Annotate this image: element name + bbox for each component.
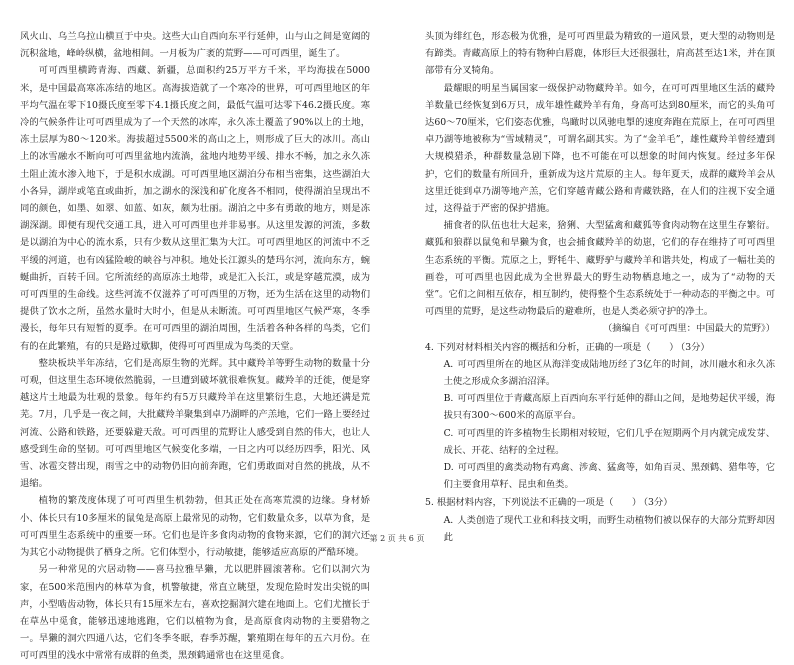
left-paragraph-1: 风火山、乌兰乌拉山横亘于中央。这些大山自西向东平行延伸，山与山之间是宽阔的沉积盆地，峰岭纵横，盆地相间。一月板为广袤的荒野——可可西里，诞生了。 (20, 31, 370, 60)
left-paragraph-4: 植物的繁茂度体现了可可西里生机勃勃，但其正处在高寒荒漠的边缘。身材娇小、体长只有10多厘米的鼠兔是高原上最常见的动物，它们数量众多，以草为食，是可可西里生态系统中的重要一环。它们也是许多食肉动物的食物来源，它们的洞穴还为其它小动物提供了栖身之所。它们体型小，行动敏捷，能够适应高原的严酷环境。 (20, 495, 370, 559)
question-4-option-b (425, 390, 775, 424)
question-4-option-c (425, 425, 775, 459)
question-5-text: 5. 根据材料内容，下列说法不正确的一项是（ ） (425, 497, 642, 509)
question-4-option-a (425, 356, 775, 390)
question-4-text: 4. 下列对材料相关内容的概括和分析，正确的一项是（ ） (425, 341, 679, 353)
right-paragraph-2: 最耀眼的明星当属国家一级保护动物藏羚羊。如今，在可可西里地区生活的藏羚羊数量已经恢复到6万只，成年雄性藏羚羊有角，身高可达到80厘米，而它的头角可达60～70厘米，它们姿态优雅，鸟瞰时以风驰电掣的速度奔跑在荒原上，在可可西里卓乃湖等地被称为“雪域精灵”，可谓名副其实。为了“金羊毛”，雄性藏羚羊曾经遭到大规模猎杀，种群数量急剧下降，也不可能在可以想象的时间内恢复。经过多年保护，它们的数量有所回升，重新成为这片荒原的主人。每年夏天，成群的藏羚羊会从这里迁徙到卓乃湖等地产羔，它们穿越青藏公路和青藏铁路，在人们的注视下安全通过，这得益于严密的保护措施。 (425, 82, 775, 215)
question-4-score: （3分） (680, 341, 710, 353)
left-column (20, 28, 370, 665)
question-5-score: （3分） (643, 497, 673, 509)
option-text: 人类创造了现代工业和科技文明，而野生动植物们被以保存的大部分荒野却因此 (443, 514, 775, 543)
left-paragraph-2: 可可西里横跨青海、西藏、新疆，总面积约25万平方千米，平均海拔在5000米，是中国最高寒冻冻结的地区。高海拔造就了一个寒冷的世界，可可西里地区的年平均气温在零下10摄氏度至零下4.1摄氏度之间，最低气温可达零下46.2摄氏度。寒冷的气候条件让可可西里成为了一个天然的冰库，永久冻土覆盖了90%以上的土地，冻土层厚为80～120米。海拔超过5500米的高山之上，则形成了巨大的冰川。高山上的冰雪融水不断向可可西里盆地内流淌，盆地内地势平缓、排水不畅，加之永久冻土阻止流水渗入地下，于是积水成湖。可可西里地区湖泊分布相当密集，这些湖泊大小各异，湖岸或笔直或曲折，加之湖水的深浅和矿化度各不相同，使得湖泊呈现出不同的颜色，如墨、如翠、如蓝、如灰，颇为壮丽。湖泊之中多有勇敢的地方，则是冻湖深湖。即便有现代交通工具，进入可可西里也并非易事。从这里发源的河流，多数是以湖泊为中心的流水系，只有少数从这里汇集为大江。可可西里地区的河流中不乏平缓的河道，也有凶猛险峻的峡谷与冲积。地处长江源头的楚玛尔河，流向东方，蜿蜒曲折，百转千回。它所流经的高原冻土地带，或是汇入长江，或是穿越荒漠，成为可可西里的生命线。这些河流不仅滋养了可可西里的万物，还为生活在这里的动物们提供了饮水之所，虽然水量时大时小，但是从未断流。可可西里地区气候严寒，冬季漫长，每年只有短暂的夏季。在可可西里的湖泊周围，生活着各种各样的鸟类，它们有的在此繁殖，有的只是路过歇脚，使得可可西里成为鸟类的天堂。 (20, 65, 370, 352)
question-5-stem (425, 494, 775, 511)
question-4-stem (425, 339, 775, 356)
option-text: 可可西里位于青藏高原上百西向东平行延伸的群山之间，是地势起伏平缓，海拔只有300～600米的高原平台。 (443, 393, 775, 422)
question-4-option-d (425, 459, 775, 493)
option-letter: A. (443, 514, 454, 526)
right-paragraph-1: 头顶为绯红色，形态极为优雅，是可可西里最为精致的一道风景，更大型的动物则是有蹄类。青藏高原上的特有物种白唇鹿，体形巨大还很强壮，肩高甚至达1米，并在顶部带有分叉犄角。 (425, 31, 775, 77)
option-text: 可可西里的许多植物生长期相对较短，它们几乎在短期两个月内就完成发芽、成长、开花、结籽的全过程。 (443, 427, 775, 456)
option-letter: D. (443, 462, 454, 474)
page-number: 第 2 页 共 6 页 (369, 534, 425, 543)
right-paragraph-3: 捕食者的队伍也壮大起来，猞猁、大型猛禽和藏狐等食肉动物在这里生存繁衍。藏狐和狼群以鼠兔和旱獭为食，也会捕食藏羚羊的幼崽，它们的存在维持了可可西里生态系统的平衡。荒原之上，野牦牛、藏野驴与藏羚羊和谐共处，构成了一幅壮美的画卷，可可西里也因此成为全世界最大的野生动物栖息地之一，成为了“动物的天堂”。它们之间相互依存，相互制约，使得整个生态系统处于一种动态的平衡之中。可可西里的荒野，是这些动物最后的避难所，也是人类必须守护的净土。 (425, 220, 775, 318)
option-text: 可可西里的禽类动物有鸡禽、涉禽、猛禽等，如角百灵、黑颈鹤、猎隼等，它们主要食用草籽、昆虫和鱼类。 (443, 462, 775, 491)
option-letter: A. (443, 358, 454, 370)
source-citation: （摘编自《可可西里：中国最大的荒野》） (603, 323, 775, 335)
left-paragraph-3: 整块板块半年冻结，它们是高原生物的光辉。其中藏羚羊等野生动物的数量十分可观，但这里生态环境依然脆弱，一旦遭到破坏就很难恢复。藏羚羊的迁徙，便是穿越这片土地最为壮观的景象。每年约有5万只藏羚羊在这里繁衍生息，大地还满是荒芜。7月，几乎是一夜之间，大批藏羚羊聚集到卓乃湖畔的产羔地，它们一路上要经过河流、公路和铁路，还要躲避天敌。可可西里的荒野让人感受到自然的伟大，也让人感受到生命的坚韧。可可西里地区气候变化多端，一日之内可以经历四季，阳光、风雪、冰雹交替出现，雨雪之中的动物仍旧向前奔跑，它们勇敢面对自然的挑战，从不退缩。 (20, 357, 370, 490)
right-column (425, 28, 775, 546)
left-paragraph-5: 另一种常见的穴居动物——喜马拉雅旱獭，尤以肥胖圆滚著称。它们以洞穴为家，在500米范围内的林草为食，机警敏捷，常直立眺望，发现危险时发出尖锐的叫声，小型啮齿动物，体长只有15厘米左右，喜欢挖掘洞穴建在地面上。它们尤擅长于在草丛中觅食，能够迅速地逃跑，它们以植物为食，是高原食肉动物的主要猎物之一。旱獭的洞穴四通八达，它们冬季冬眠，春季苏醒，繁殖期在每年的五六月份。在可可西里的浅水中常常有成群的鱼类，黑颈鹤通常也在这里觅食。 (20, 564, 370, 662)
option-letter: B. (443, 393, 454, 405)
option-letter: C. (443, 427, 454, 439)
option-text: 可可西里所在的地区从海洋变成陆地历经了3亿年的时间，冰川融水和永久冻土使之形成众多湖泊沼泽。 (443, 358, 775, 388)
question-4 (425, 339, 775, 494)
